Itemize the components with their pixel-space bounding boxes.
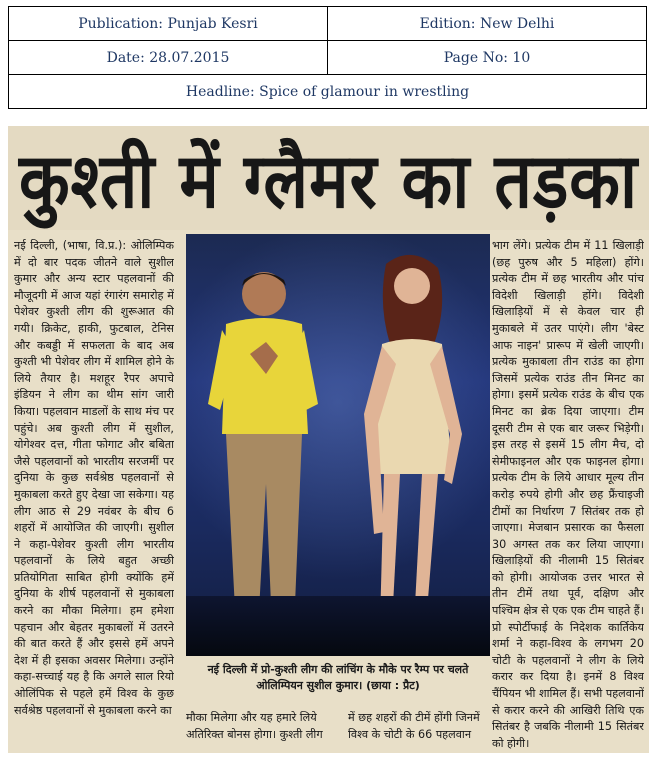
clipping-headline-bar — [8, 126, 649, 230]
stage-floor — [186, 596, 490, 656]
model-figure — [364, 255, 462, 644]
clipping-metadata-table — [8, 6, 647, 109]
event-photo — [186, 234, 490, 656]
article-column-bottom-2: में छह शहरों की टीमें होंगी जिनमें विश्व के चोटी के 66 पहलवान — [348, 711, 480, 741]
newspaper-clipping — [8, 126, 649, 753]
headline-cell: Headline: Spice of glamour in wrestling — [9, 75, 647, 109]
article-column-left: नई दिल्ली, (भाषा, वि.प्र.): ओलिम्पिक में दो बार पदक जीतने वाले सुशील कुमार और अन्य स्टार पहलवानों की मौजूदगी में आज यहां रंगारंग समारोह में पेशेवर कुश्ती लीग की शुरूआत की गयी। क्रिकेट, हाकी, फुटबाल, टेनिस और कबड्डी में सफलता के बाद अब कुश्ती भी पेशेवर लीग में शामिल होने के लिये तैयार है। मशहूर रैपर अपाचे इंडियन ने लीग का थीम सांग जारी किया। पहलवान माडलों के साथ मंच पर पहुंचे। अब कुश्ती लीग में सुशील, योगेश्वर दत्त, गीता फोगाट और बबिता जैसे पहलवानों को भारतीय सरजमीं पर दुनिया के कुछ सर्वश्रेष्ठ पहलवानों से मुकाबला करते हुए देखा जा सकेगा। यह लीग आठ से 29 नवंबर के बीच 6 शहरों में आयोजित की जाएगी। सुशील ने कहा-पेशेवर कुश्ती लीग भारतीय पहलवानों के लिये बहुत अच्छी प्रतियोगिता साबित होगी क्योंकि हमें दुनिया के शीर्ष पहलवानों से मुकाबला करने का मौका मिलेगा। हम हमेशा पहचान और बेहतर मुकाबलों में उतरने की बात करते हैं और इससे हमें अपने देश में ही इसका अवसर मिलेगा। उन्होंने कहा-सच्चाई यह है कि अगले साल रियो ओलिंपिक से पहले हमें विश्व के कुछ सर्वश्रेष्ठ पहलवानों से मुकाबला करने का — [14, 239, 174, 717]
page-number-cell: Page No: 10 — [328, 41, 647, 75]
photo-figures — [186, 234, 490, 656]
edition-cell: Edition: New Delhi — [328, 7, 647, 41]
photo-caption: नई दिल्ली में प्रो-कुश्ती लीग की लांचिंग के मौके पर रैम्प पर चलते ओलिम्पियन सुशील कुमार। (छाया : प्रैट) — [186, 658, 490, 704]
clipping-headline: कुश्ती में ग्लैमर का तड़का — [18, 136, 639, 226]
date-cell: Date: 28.07.2015 — [9, 41, 328, 75]
wrestler-figure — [208, 272, 318, 638]
article-column-bottom-1: मौका मिलेगा और यह हमारे लिये अतिरिक्त बोनस होगा। कुश्ती लीग — [186, 711, 323, 741]
publication-cell: Publication: Punjab Kesri — [9, 7, 328, 41]
article-column-right: भाग लेंगे। प्रत्येक टीम में 11 खिलाड़ी (छह पुरुष और 5 महिला) होंगे। प्रत्येक टीम में छह भारतीय और पांच विदेशी खिलाड़ी होंगे। विदेशी खिलाड़ियों में से केवल चार ही मुकाबले में उतर पाएंगे। लीग 'बेस्ट आफ नाइन' प्रारूप में खेली जाएगी। प्रत्येक मुकाबला तीन राउंड का होगा जिसमें प्रत्येक राउंड तीन मिनट का होगा। इसमें प्रत्येक राउंड के बीच एक मिनट का ब्रेक दिया जाएगा। टीम दूसरी टीम से एक बार जरूर भिड़ेगी। इस तरह से इसमें 15 लीग मैच, दो सेमीफाइनल और एक फाइनल होगा। प्रत्येक टीम के लिये आधार मूल्य तीन करोड़ रुपये होगी और छह फ्रैंचाइजी टीमों का निर्धारण 7 सितंबर तक हो जाएगा। मेजबान प्रसारक का फैसला 30 अगस्त तक कर लिया जाएगा। खिलाड़ियों की नीलामी 15 सितंबर को होगी। आयोजक उत्तर भारत से तीन टीमें तथा पूर्व, दक्षिण और पश्चिम क्षेत्र से एक एक टीम चाहते हैं। प्रो स्पोर्टीफाई के निदेशक कार्तिकेय शर्मा ने कहा-विश्व के लगभग 20 चोटी के पहलवानों ने लीग के लिये करार कर दिया है। इनमें 8 विश्व चैंपियन भी शामिल हैं। सभी पहलवानों से करार करने की आखिरी तिथि एक सितंबर है जबकि नीलामी 15 सितंबर को होगी। — [492, 239, 644, 750]
